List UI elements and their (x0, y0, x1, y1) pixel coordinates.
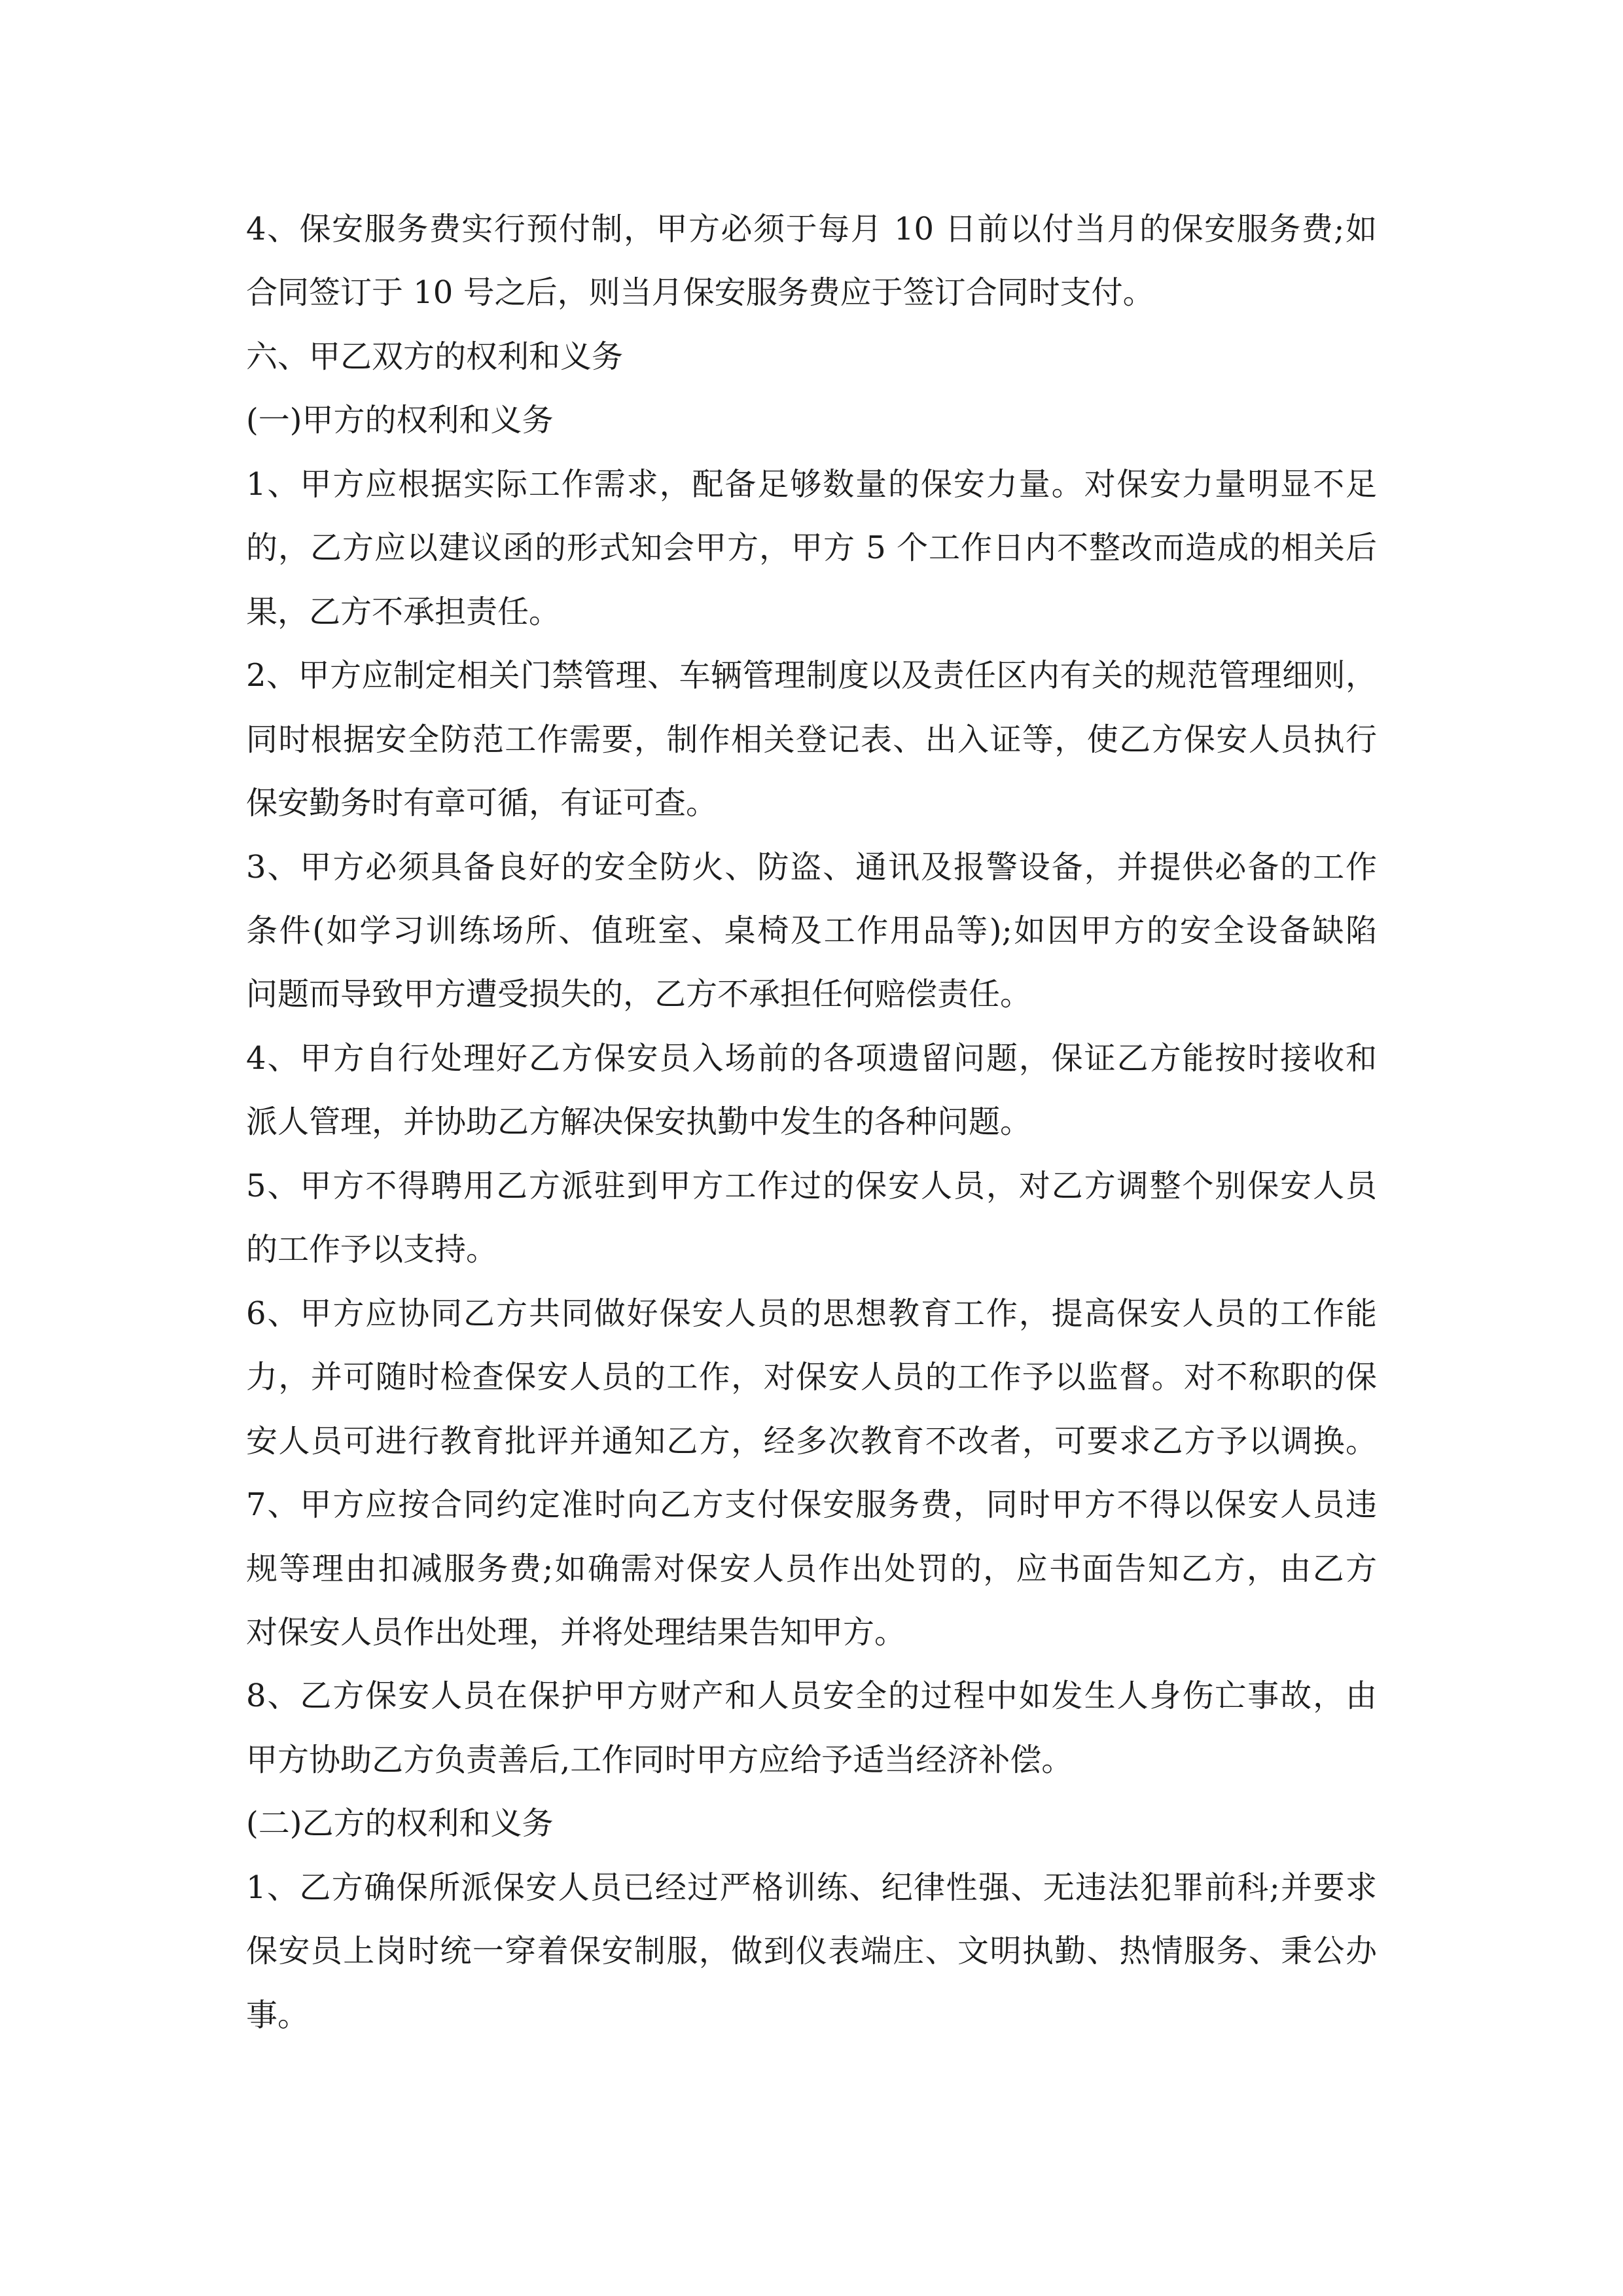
clause-a-5-no-hiring (246, 1155, 1377, 1282)
clause-a-8-injury-compensation (246, 1664, 1377, 1792)
text-line: 6、甲方应协同乙方共同做好保安人员的思想教育工作，提高保安人员的工作能 (246, 1295, 1377, 1332)
text-line: 1、甲方应根据实际工作需求，配备足够数量的保安力量。对保安力量明显不足 (246, 465, 1377, 503)
text-line: 2、甲方应制定相关门禁管理、车辆管理制度以及责任区内有关的规范管理细则， (246, 657, 1377, 694)
text-line: 保安员上岗时统一穿着保安制服，做到仪表端庄、文明执勤、热情服务、秉公办 (246, 1933, 1377, 1970)
text-line: 保安勤务时有章可循，有证可查。 (246, 785, 718, 822)
text-line: 5、甲方不得聘用乙方派驻到甲方工作过的保安人员，对乙方调整个别保安人员 (246, 1167, 1377, 1204)
text-line: 1、乙方确保所派保安人员已经过严格训练、纪律性强、无违法犯罪前科;并要求 (246, 1869, 1377, 1906)
heading-text: (一)甲方的权利和义务 (246, 402, 554, 439)
text-line: 派人管理，并协助乙方解决保安执勤中发生的各种问题。 (246, 1103, 1032, 1141)
section-heading-rights-obligations (246, 325, 1377, 389)
text-line: 的工作予以支持。 (246, 1231, 498, 1268)
text-line: 3、甲方必须具备良好的安全防火、防盗、通讯及报警设备，并提供必备的工作 (246, 848, 1377, 886)
text-line: 合同签订于 10 号之后，则当月保安服务费应于签订合同时支付。 (246, 274, 1154, 312)
heading-text: (二)乙方的权利和义务 (246, 1805, 554, 1842)
heading-text: 六、甲乙双方的权利和义务 (246, 338, 624, 375)
text-line: 规等理由扣减服务费;如确需对保安人员作出处罚的，应书面告知乙方，由乙方 (246, 1550, 1377, 1587)
text-line: 果，乙方不承担责任。 (246, 593, 561, 630)
clause-b-1-personnel-standards (246, 1856, 1377, 2047)
clause-a-1-staffing (246, 453, 1377, 644)
paragraph-service-fee-prepayment (246, 198, 1377, 325)
clause-a-6-education (246, 1282, 1377, 1473)
text-line: 的，乙方应以建议函的形式知会甲方，甲方 5 个工作日内不整改而造成的相关后 (246, 529, 1377, 567)
text-line: 甲方协助乙方负责善后,工作同时甲方应给予适当经济补偿。 (246, 1741, 1073, 1778)
clause-a-3-equipment (246, 836, 1377, 1027)
document-body (246, 198, 1377, 2047)
text-line: 8、乙方保安人员在保护甲方财产和人员安全的过程中如发生人身伤亡事故，由 (246, 1677, 1377, 1715)
text-line: 条件(如学习训练场所、值班室、桌椅及工作用品等);如因甲方的安全设备缺陷 (246, 912, 1377, 949)
text-line: 对保安人员作出处理，并将处理结果告知甲方。 (246, 1613, 906, 1651)
text-line: 4、保安服务费实行预付制，甲方必须于每月 10 日前以付当月的保安服务费;如 (246, 211, 1377, 247)
subsection-heading-party-b (246, 1792, 1377, 1856)
text-line: 事。 (246, 1996, 310, 2034)
clause-a-2-management-rules (246, 644, 1377, 835)
text-line: 7、甲方应按合同约定准时向乙方支付保安服务费，同时甲方不得以保安人员违 (246, 1486, 1377, 1524)
text-line: 同时根据安全防范工作需要，制作相关登记表、出入证等，使乙方保安人员执行 (246, 721, 1377, 758)
text-line: 4、甲方自行处理好乙方保安员入场前的各项遗留问题，保证乙方能按时接收和 (246, 1039, 1377, 1077)
subsection-heading-party-a (246, 389, 1377, 452)
clause-a-4-legacy-issues (246, 1027, 1377, 1155)
text-line: 力，并可随时检查保安人员的工作，对保安人员的工作予以监督。对不称职的保 (246, 1359, 1377, 1396)
clause-a-7-payment (246, 1473, 1377, 1664)
text-line: 安人员可进行教育批评并通知乙方，经多次教育不改者，可要求乙方予以调换。 (246, 1422, 1377, 1460)
text-line: 问题而导致甲方遭受损失的，乙方不承担任何赔偿责任。 (246, 976, 1032, 1013)
